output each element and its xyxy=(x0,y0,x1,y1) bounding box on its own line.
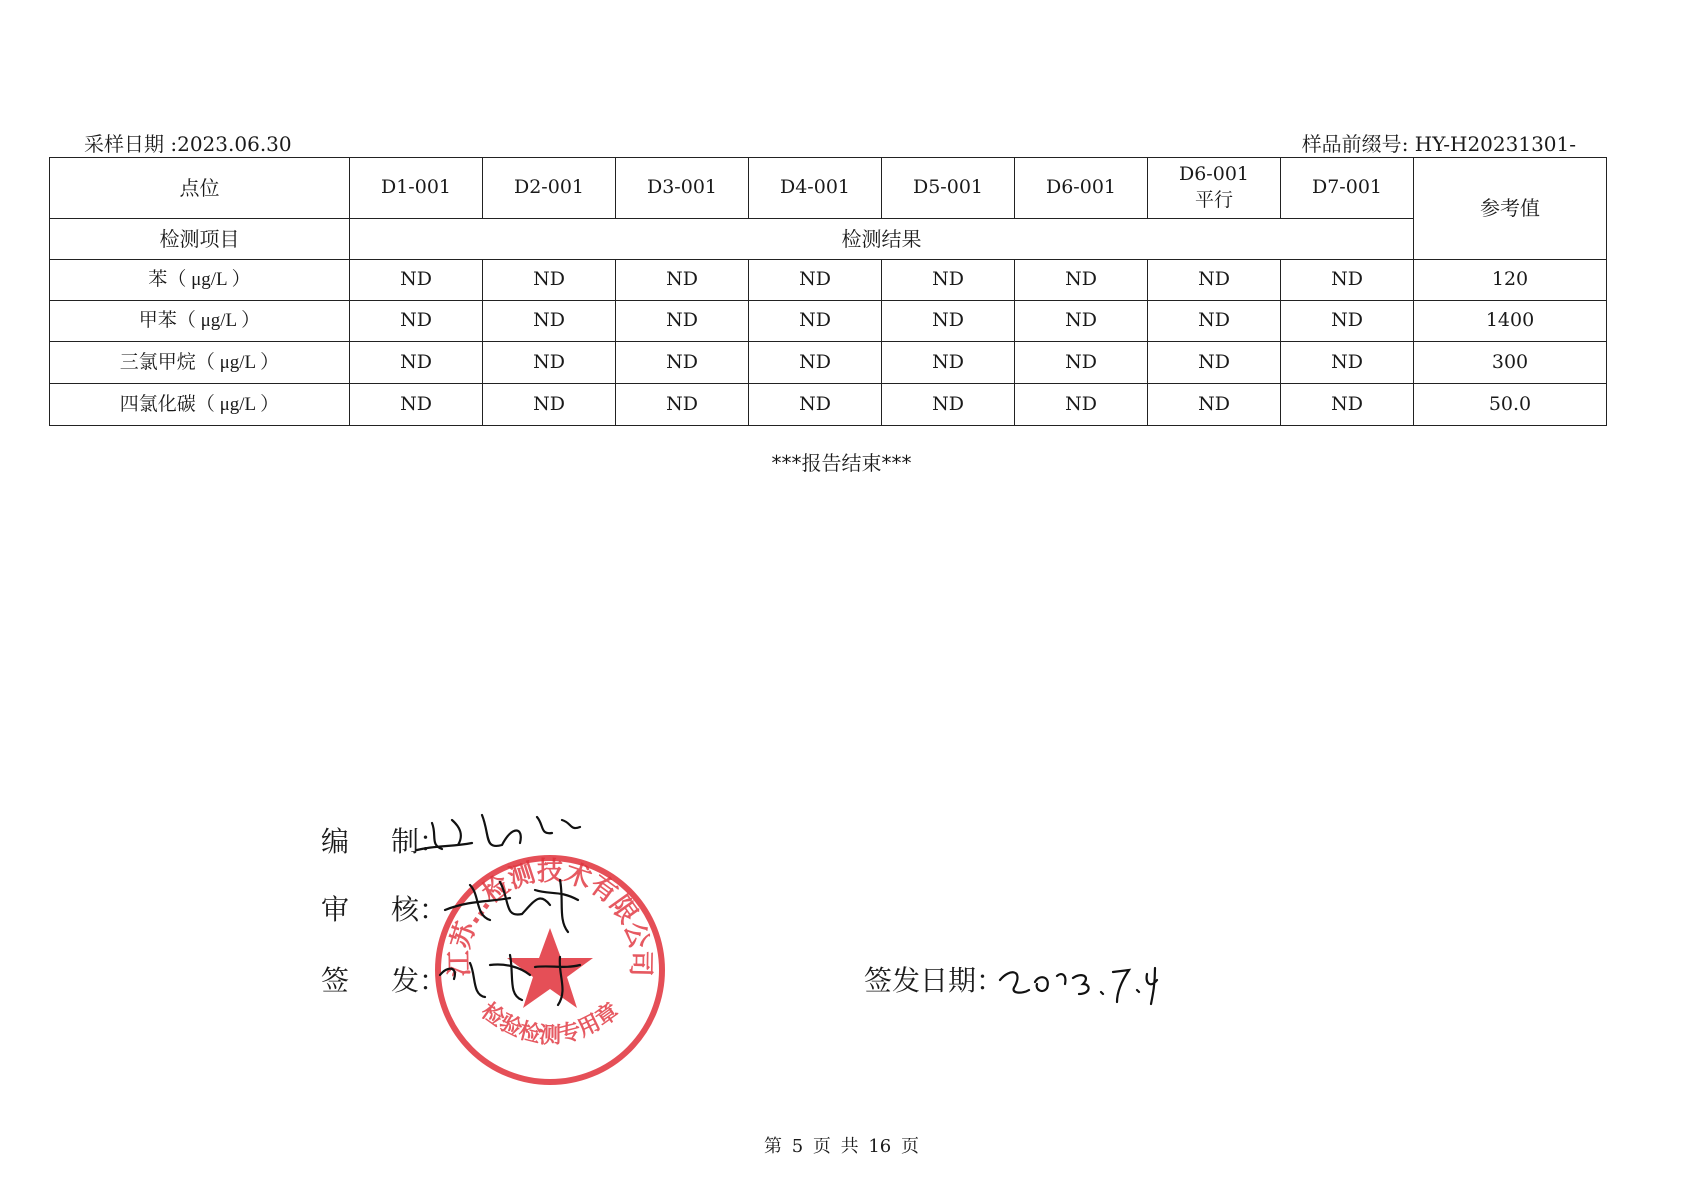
seal-top-text: 江苏…检测技术有限公司 xyxy=(444,856,656,977)
result-cell: ND xyxy=(882,260,1015,301)
result-cell: ND xyxy=(483,260,616,301)
issue-date-handwritten xyxy=(995,950,1165,1010)
issue-date xyxy=(864,959,1004,999)
result-cell: ND xyxy=(1015,260,1148,301)
result-cell: ND xyxy=(616,342,749,384)
result-cell: ND xyxy=(1281,260,1414,301)
item-name: 苯 xyxy=(148,268,168,291)
point-header: D4-001 xyxy=(749,158,882,219)
item-unit: （ μg/L ） xyxy=(167,269,251,291)
table-subheader-row xyxy=(50,219,1607,260)
result-cell: ND xyxy=(1148,384,1281,426)
item-name: 甲苯 xyxy=(138,309,177,332)
issue-date-label: 签发日期： xyxy=(864,964,1005,997)
issuer-signature xyxy=(430,945,600,1015)
reference-cell: 1400 xyxy=(1414,301,1607,342)
result-cell: ND xyxy=(749,342,882,384)
result-cell: ND xyxy=(882,301,1015,342)
item-cell xyxy=(50,301,350,342)
item-name: 四氯化碳 xyxy=(119,392,196,415)
result-cell: ND xyxy=(1015,301,1148,342)
reference-label: 参考值 xyxy=(1414,158,1607,260)
item-cell xyxy=(50,342,350,384)
result-cell: ND xyxy=(1148,342,1281,384)
result-cell: ND xyxy=(350,384,483,426)
result-cell: ND xyxy=(1148,260,1281,301)
parallel-label: 平行 xyxy=(1194,189,1233,211)
table-row xyxy=(50,260,1607,301)
point-header: D6-001 xyxy=(1015,158,1148,219)
result-cell: ND xyxy=(1281,384,1414,426)
issued-label-2: 发： xyxy=(391,964,448,997)
reviewed-label-1: 审 xyxy=(321,893,350,926)
result-cell: ND xyxy=(1015,342,1148,384)
result-cell: ND xyxy=(483,342,616,384)
result-cell: ND xyxy=(882,342,1015,384)
reviewer-signature xyxy=(440,870,590,940)
sample-prefix: 样品前缀号: HY-H20231301- xyxy=(1301,132,1576,156)
items-label: 检测项目 xyxy=(50,219,350,260)
sample-prefix-label: 样品前缀号 xyxy=(1301,132,1402,156)
result-cell: ND xyxy=(1281,342,1414,384)
table-row xyxy=(50,342,1607,384)
seal-bottom-text: 检验检测专用章 xyxy=(476,998,624,1049)
result-cell: ND xyxy=(749,384,882,426)
result-cell: ND xyxy=(350,342,483,384)
point-header-parallel xyxy=(1148,158,1281,219)
report-end-marker: ***报告结束*** xyxy=(771,451,912,475)
item-unit: （ μg/L ） xyxy=(176,310,261,332)
compiler-signature xyxy=(412,805,592,865)
results-label: 检测结果 xyxy=(350,219,1414,260)
compiled-label-1: 编 xyxy=(321,825,350,858)
result-cell: ND xyxy=(483,384,616,426)
point-header: D7-001 xyxy=(1281,158,1414,219)
reviewed-label-2: 核： xyxy=(391,893,448,926)
table-row xyxy=(50,301,1607,342)
result-cell: ND xyxy=(350,301,483,342)
parallel-point-id: D6-001 xyxy=(1178,163,1249,186)
item-unit: （ μg/L ） xyxy=(195,393,280,415)
result-cell: ND xyxy=(483,301,616,342)
table-header-row xyxy=(50,158,1607,219)
result-cell: ND xyxy=(749,301,882,342)
sampling-date-label: 采样日期 xyxy=(84,132,164,156)
sampling-date-value: 2023.06.30 xyxy=(177,132,292,156)
result-cell: ND xyxy=(616,260,749,301)
reference-cell: 300 xyxy=(1414,342,1607,384)
point-header: D2-001 xyxy=(483,158,616,219)
item-unit: （ μg/L ） xyxy=(195,351,280,373)
results-table xyxy=(49,157,1607,426)
item-name: 三氯甲烷 xyxy=(119,350,196,373)
issued-label-1: 签 xyxy=(321,964,350,997)
point-label: 点位 xyxy=(50,158,350,219)
result-cell: ND xyxy=(1015,384,1148,426)
page-number: 第 5 页 共 16 页 xyxy=(764,1136,919,1157)
sampling-date: 采样日期 :2023.06.30 xyxy=(84,132,292,156)
item-cell xyxy=(50,384,350,426)
result-cell: ND xyxy=(350,260,483,301)
point-header: D1-001 xyxy=(350,158,483,219)
reference-cell: 120 xyxy=(1414,260,1607,301)
result-cell: ND xyxy=(1148,301,1281,342)
point-header: D5-001 xyxy=(882,158,1015,219)
result-cell: ND xyxy=(749,260,882,301)
sample-prefix-value: HY-H20231301- xyxy=(1414,132,1576,156)
item-cell xyxy=(50,260,350,301)
result-cell: ND xyxy=(616,301,749,342)
compiled-label-2: 制： xyxy=(391,825,448,858)
point-header: D3-001 xyxy=(616,158,749,219)
table-row xyxy=(50,384,1607,426)
result-cell: ND xyxy=(1281,301,1414,342)
result-cell: ND xyxy=(882,384,1015,426)
reference-cell: 50.0 xyxy=(1414,384,1607,426)
result-cell: ND xyxy=(616,384,749,426)
